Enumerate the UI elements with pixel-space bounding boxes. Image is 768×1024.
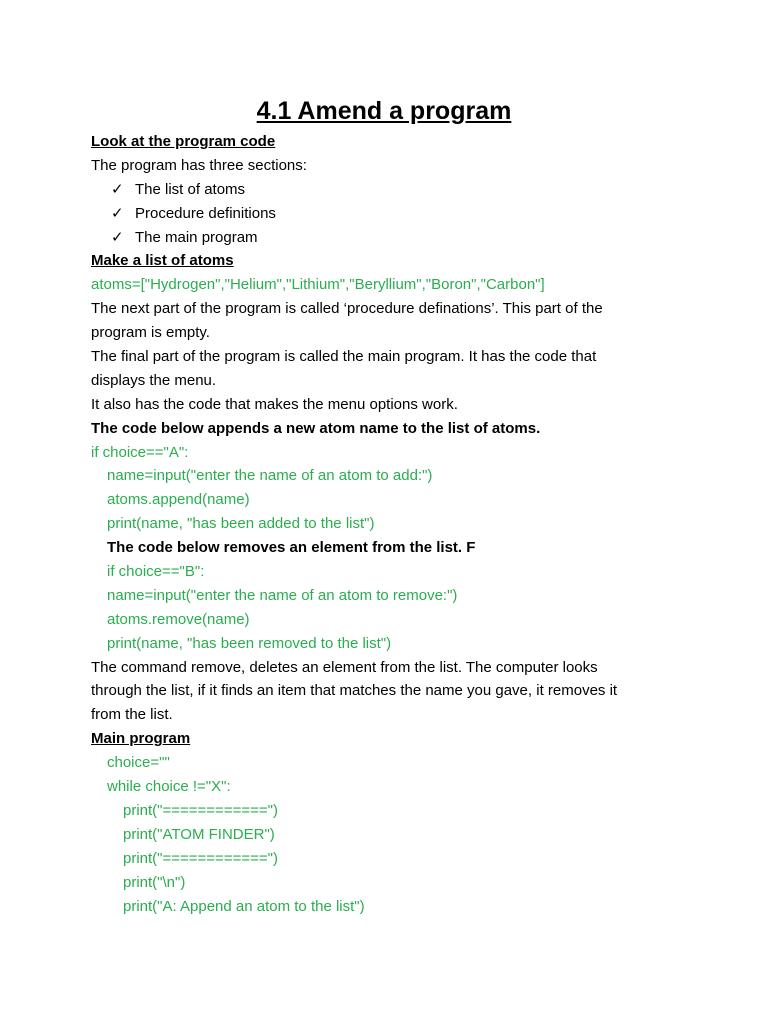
code-line: atoms.remove(name) <box>107 610 250 628</box>
checklist-item-label: The main program <box>135 228 258 246</box>
code-line: if choice=="A": <box>91 443 189 461</box>
checklist-item <box>91 178 691 202</box>
section-heading-main-program: Main program <box>91 730 191 748</box>
paragraph-line: displays the menu. <box>91 371 217 389</box>
sections-intro: The program has three sections: <box>91 156 307 174</box>
section-heading-look: Look at the program code <box>91 133 276 150</box>
code-line: print("============") <box>123 801 278 819</box>
section-heading-make-list: Make a list of atoms <box>91 252 234 270</box>
code-line: if choice=="B": <box>107 563 205 581</box>
page-title: 4.1 Amend a program <box>256 97 512 125</box>
checkmark-icon: ✓ <box>111 228 124 246</box>
append-heading: The code below appends a new atom name to the list of atoms. <box>91 419 541 437</box>
code-line: print(name, "has been removed to the list") <box>107 634 392 652</box>
code-line: while choice !="X": <box>107 778 231 796</box>
checkmark-icon: ✓ <box>111 180 124 198</box>
paragraph-line: program is empty. <box>91 324 210 342</box>
code-line: print("A: Append an atom to the list") <box>123 897 365 915</box>
code-line: print("ATOM FINDER") <box>123 825 275 843</box>
code-line: name=input("enter the name of an atom to remove:") <box>107 586 458 604</box>
checklist-item <box>91 226 691 250</box>
code-line: print(name, "has been added to the list") <box>107 515 375 533</box>
code-line: choice="" <box>107 754 170 772</box>
atoms-list-code: atoms=["Hydrogen","Helium","Lithium","Beryllium","Boron","Carbon"] <box>91 276 545 294</box>
code-line: print("\n") <box>123 873 186 891</box>
paragraph-line: from the list. <box>91 706 173 724</box>
code-line: name=input("enter the name of an atom to add:") <box>107 467 433 485</box>
checkmark-icon: ✓ <box>111 204 124 222</box>
remove-heading: The code below removes an element from the list. F <box>107 539 476 557</box>
code-line: atoms.append(name) <box>107 491 250 509</box>
code-line: print("============") <box>123 849 278 867</box>
paragraph-line: through the list, if it finds an item that matches the name you gave, it removes it <box>91 682 618 700</box>
checklist-item-label: Procedure definitions <box>135 204 276 222</box>
paragraph-line: It also has the code that makes the menu options work. <box>91 395 458 413</box>
checklist-item-label: The list of atoms <box>135 180 246 198</box>
paragraph-line: The final part of the program is called the main program. It has the code that <box>91 348 597 366</box>
paragraph-line: The next part of the program is called ‘procedure definations’. This part of the <box>91 300 603 318</box>
document-body <box>91 130 691 918</box>
checklist-item <box>91 202 691 226</box>
paragraph-line: The command remove, deletes an element from the list. The computer looks <box>91 658 598 676</box>
